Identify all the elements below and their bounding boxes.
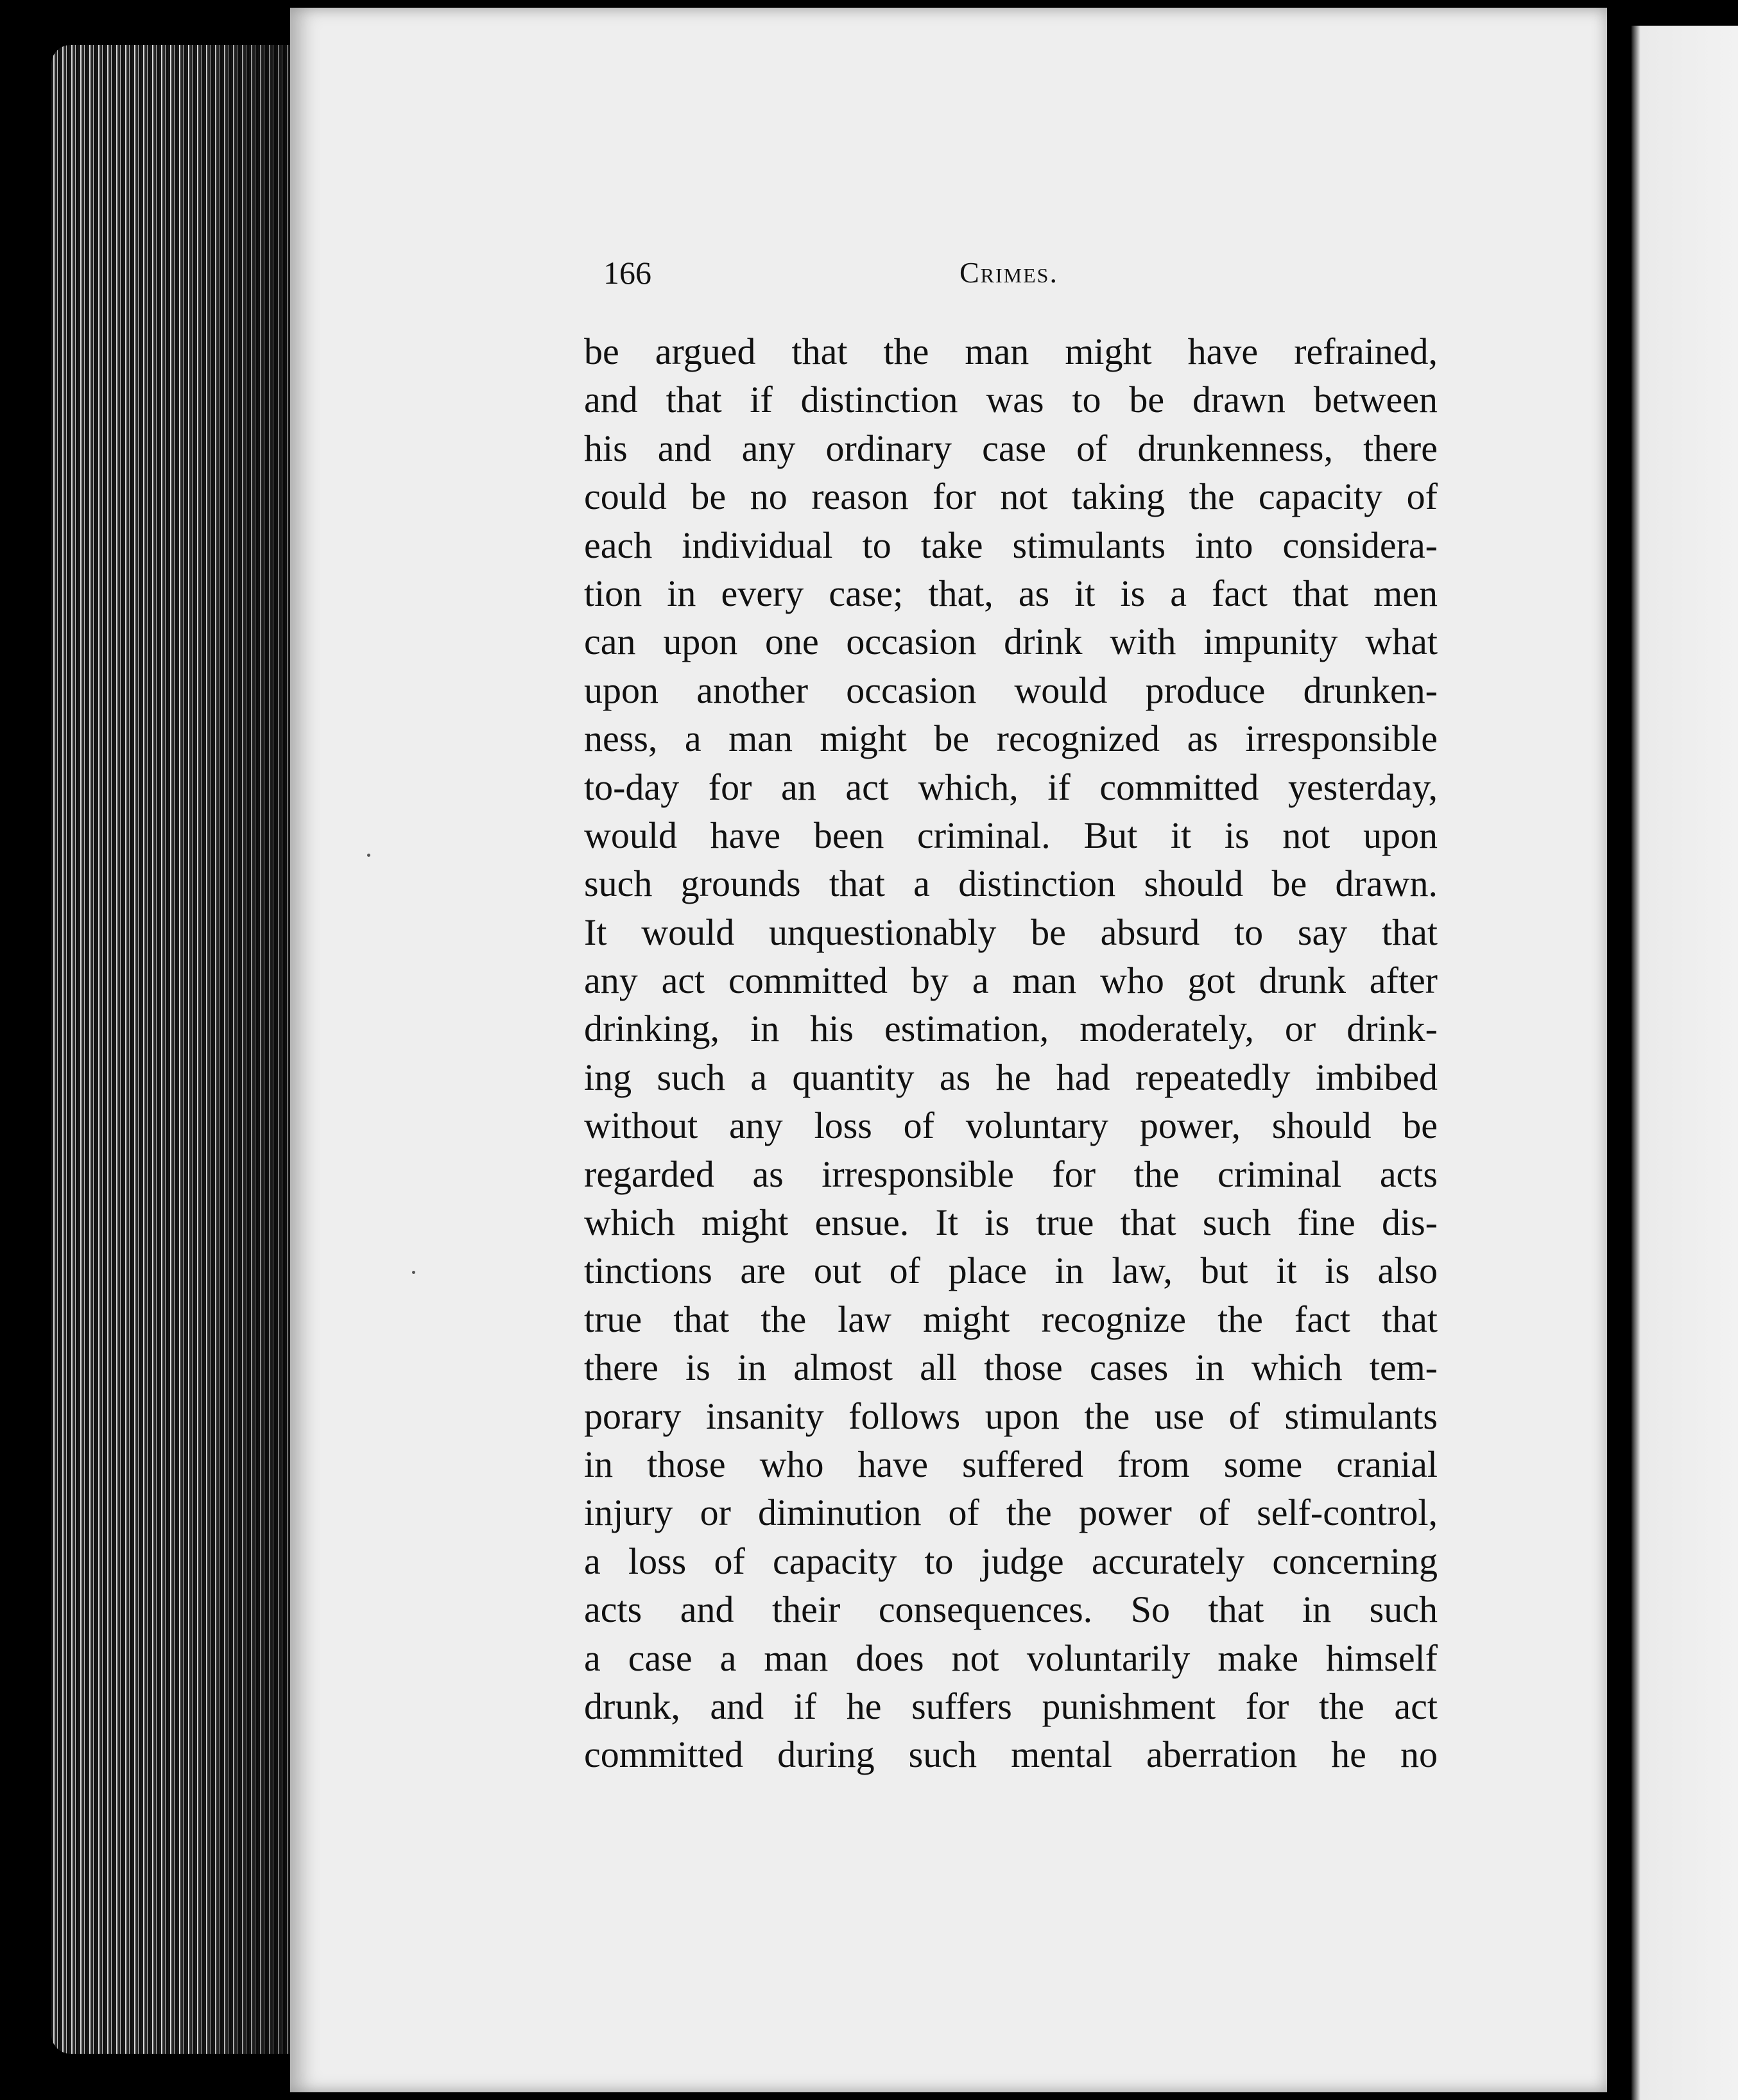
binding-shadow — [193, 13, 302, 2054]
text-line: a case a man does not voluntarily make himself — [584, 1637, 1438, 1679]
text-line: without any loss of voluntary power, should be — [584, 1105, 1438, 1147]
text-line: ness, a man might be recognized as irresponsible — [584, 718, 1438, 760]
page-number: 166 — [603, 255, 651, 291]
text-line: drunk, and if he suffers punishment for the act — [584, 1685, 1438, 1727]
text-line: committed during such mental aberration he no — [584, 1734, 1438, 1776]
text-line: such grounds that a distinction should be drawn. — [584, 863, 1438, 905]
text-line: ing such a quantity as he had repeatedly imbibed — [584, 1056, 1438, 1098]
text-line: to-day for an act which, if committed yesterday, — [584, 766, 1438, 808]
text-line: upon another occasion would produce drunken- — [584, 669, 1438, 711]
text-line: each individual to take stimulants into considera- — [584, 524, 1438, 566]
text-line: acts and their consequences. So that in such — [584, 1588, 1438, 1631]
text-line: porary insanity follows upon the use of stimulants — [584, 1395, 1438, 1437]
running-head: Crimes. — [959, 256, 1058, 289]
text-line: regarded as irresponsible for the criminal acts — [584, 1153, 1438, 1195]
text-line: tinctions are out of place in law, but it is also — [584, 1250, 1438, 1292]
text-line: tion in every case; that, as it is a fact that men — [584, 572, 1438, 614]
text-line: there is in almost all those cases in which tem- — [584, 1347, 1438, 1389]
body-text — [584, 327, 1438, 1779]
text-line: could be no reason for not taking the capacity of — [584, 476, 1438, 518]
text-line: any act committed by a man who got drunk after — [584, 960, 1438, 1002]
text-line: a loss of capacity to judge accurately concerning — [584, 1540, 1438, 1582]
text-line: can upon one occasion drink with impunity what — [584, 621, 1438, 663]
text-line: his and any ordinary case of drunkenness, there — [584, 427, 1438, 469]
page-speck — [367, 854, 370, 857]
text-line: which might ensue. It is true that such fine dis- — [584, 1201, 1438, 1244]
text-line: be argued that the man might have refrained, — [584, 331, 1438, 372]
text-line: It would unquestionably be absurd to say that — [584, 911, 1438, 953]
text-line: and that if distinction was to be drawn between — [584, 379, 1438, 421]
text-line: in those who have suffered from some cranial — [584, 1443, 1438, 1485]
text-line: drinking, in his estimation, moderately, or drink- — [584, 1008, 1438, 1050]
text-line: injury or diminution of the power of self-control, — [584, 1492, 1438, 1534]
page-header — [603, 247, 1097, 298]
text-line: true that the law might recognize the fact that — [584, 1298, 1438, 1340]
facing-page-edge — [1631, 26, 1738, 2100]
page-speck — [412, 1271, 415, 1274]
text-line: would have been criminal. But it is not upon — [584, 814, 1438, 856]
